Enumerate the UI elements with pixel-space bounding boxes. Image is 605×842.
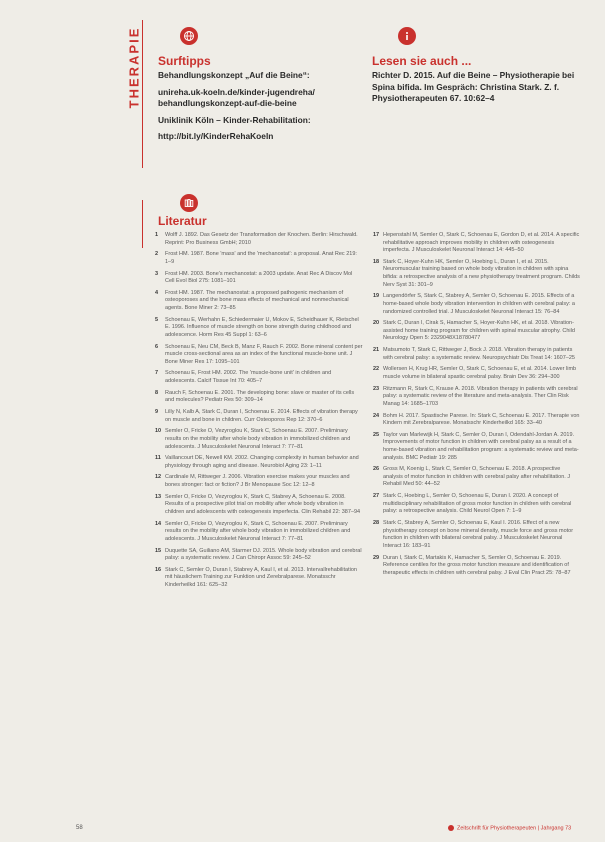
reference-item: [373, 293, 581, 316]
reference-text: Frost HM. 2003. Bone's mechanostat: a 2003 update. Anat Rec A Discov Mol Cell Evol Biol 275: 1081–101: [165, 270, 353, 285]
reference-item: [373, 347, 581, 362]
reference-item: [155, 370, 363, 385]
reference-number: 1: [155, 232, 159, 238]
surftipps-link-cont[interactable]: behandlungskonzept-auf-die-beine: [158, 98, 297, 108]
reference-item: [373, 259, 581, 289]
reference-number: 22: [373, 366, 380, 373]
reference-item: [373, 386, 581, 409]
reference-item: [373, 466, 581, 489]
reference-text: Stark C, Hoyer-Kuhn HK, Semler O, Hoebing L, Duran I, et al. 2015. Neuromuscular training based on whole body vibration in children with spina bifida: a retrospective analysis of a new physiotherapy treatment program. Childs Nerv Syst 31: 301–9: [383, 258, 580, 288]
lesen-line: Richter D. 2015. Auf die Beine – Physiotherapie bei: [372, 70, 575, 80]
reference-text: Semler O, Fricke O, Vezyroglou K, Stark C, Schoenau E. 2007. Preliminary results on the mobility after whole body vibration in immobilized children and adolescents. J Musculoskelet Neuronal Interact 7: 77–81: [165, 520, 351, 542]
reference-text: Rauch F, Schoenau E. 2001. The developing bone: slave or master of its cells and molecules? Pediatr Res 50: 309–14: [165, 389, 355, 404]
reference-item: [373, 232, 581, 255]
reference-item: [155, 271, 363, 286]
literatur-heading: Literatur: [158, 214, 207, 228]
reference-number: 11: [155, 455, 161, 462]
reference-item: [155, 390, 363, 405]
reference-number: 19: [373, 293, 380, 300]
reference-text: Lilly N, Kalb A, Stark C, Duran I, Schoenau E. 2014. Effects of vibration therapy on muscle and bone in children. Curr Osteoporos Rep 12: 370–6: [165, 409, 358, 423]
reference-text: Matsumoto T, Stark C, Rittweger J, Bock J. 2018. Vibration therapy in patients with cerebral palsy: a systematic review. Neuropsychiatr Dis Treat 14: 1607–25: [383, 347, 575, 361]
reference-number: 3: [155, 270, 159, 277]
reference-item: [373, 555, 581, 578]
vertical-rule-top: [142, 20, 143, 168]
lesen-heading: Lesen sie auch ...: [372, 54, 472, 68]
reference-number: 24: [373, 412, 380, 419]
info-icon: [398, 27, 416, 45]
reference-text: Vaillancourt DE, Newell KM. 2002. Changing complexity in human behavior and physiology through aging and disease. Neurobiol Aging 23: 1–11: [165, 455, 359, 469]
surftipps-link[interactable]: http://bit.ly/KinderRehaKoeln: [158, 131, 274, 141]
lesen-line: Physiotherapeuten 67. 10:62–4: [372, 93, 495, 103]
reference-item: [373, 520, 581, 550]
vertical-rule-mid: [142, 200, 143, 248]
reference-text: Stark C, Semler O, Duran I, Stabrey A, Kaul I, et al. 2013. Intervallrehabilitation mit häuslichem Training zur Funktion und Zerebralparese. Monatsschr Kinderheilkd 161: 625–32: [165, 566, 357, 588]
reference-number: 17: [373, 232, 380, 238]
reference-number: 4: [155, 289, 159, 296]
reference-number: 14: [155, 520, 162, 527]
reference-item: [373, 432, 581, 462]
reference-text: Wolff J. 1892. Das Gesetz der Transformation der Knochen. Berlin: Hirschwald. Reprint: Pro Business GmbH; 2010: [165, 232, 358, 246]
reference-item: [155, 474, 363, 489]
reference-item: [373, 320, 581, 343]
reference-number: 16: [155, 566, 162, 573]
globe-icon: [180, 27, 198, 45]
reference-number: 9: [155, 409, 159, 416]
reference-text: Bohm H. 2017. Spastische Parese. In: Stark C, Schoenau E. 2017. Therapie von Kindern mit Zerebralparese. Monatsschr Kinderheilkd 165: 33–40: [383, 412, 580, 427]
surftipps-link[interactable]: unireha.uk-koeln.de/kinder-jugendreha/: [158, 86, 315, 97]
reference-item: [373, 493, 581, 516]
reference-number: 21: [373, 347, 380, 354]
reference-number: 15: [155, 547, 162, 554]
reference-text: Schoenau E, Neu CM, Beck B, Manz F, Rauch F. 2002. Bone mineral content per muscle cross-sectional area as an index of the functional muscle-bone unit. J Bone Miner Res 17: 1095–101: [165, 343, 363, 365]
surftipps-block: [158, 70, 346, 143]
books-icon: [180, 194, 198, 212]
references-right: [373, 232, 581, 581]
reference-item: [155, 521, 363, 544]
reference-number: 2: [155, 251, 159, 258]
references-left: [155, 232, 363, 594]
reference-text: Frost HM. 1987. Bone 'mass' and the 'mechanostat': a proposal. Anat Rec 219: 1–9: [165, 251, 357, 265]
reference-number: 26: [373, 466, 380, 473]
section-tag-label: THERAPIE: [126, 26, 142, 108]
reference-number: 8: [155, 389, 159, 396]
reference-item: [155, 232, 363, 247]
section-tag: [126, 18, 142, 116]
reference-item: [155, 455, 363, 470]
reference-text: Gross M, Koenig L, Stark C, Semler O, Schoenau E. 2018. A prospective analysis of motor function in children with cerebral palsy after rehabilitation. J Rehabil Med 50: 44–52: [383, 466, 571, 488]
journal-name: Zeitschrift für Physiotherapeuten | Jahrgang 73: [457, 825, 572, 832]
journal-logo-icon: [448, 825, 454, 831]
reference-number: 29: [373, 554, 380, 561]
reference-text: Duquette SA, Guiliano AM, Starmer DJ. 2015. Whole body vibration and cerebral palsy: a systematic review. J Can Chiropr Assoc 59: 245–52: [165, 547, 362, 562]
reference-text: Ritzmann R, Stark C, Krause A. 2018. Vibration therapy in patients with cerebral palsy: a systematic review of the literature and meta-analysis. Ther Clin Risk Manag 14: 1685–1703: [383, 385, 578, 407]
surftipps-line: Uniklinik Köln – Kinder-Rehabilitation:: [158, 114, 311, 125]
reference-item: [373, 413, 581, 428]
reference-number: 23: [373, 385, 380, 392]
reference-text: Hepenstahl M, Semler O, Stark C, Schoenau E, Gordon D, et al. 2014. A specific rehabilitative approach improves mobility in children with osteogenesis imperfecta. J Musculoskelet Neuronal Interact 14: 445–50: [383, 232, 580, 254]
reference-text: Semler O, Fricke O, Vezyroglou K, Stark C, Stabrey A, Schoenau E. 2008. Results of a prospective pilot trial on mobility after whole body vibration in children and adolescents with osteogenesis imperfecta. Clin Rehabil 22: 387–94: [165, 493, 361, 515]
reference-text: Schoenau E, Frost HM. 2002. The 'muscle-bone unit' in children and adolescents. Calcif Tissue Int 70: 405–7: [165, 370, 332, 385]
reference-text: Stark C, Stabrey A, Semler O, Schoenau E, Kaul I. 2016. Effect of a new physiotherapy concept on bone mineral density, muscle force and gross motor function in children with bilateral cerebral palsy. J Musculoskelet Neuronal Interact 16: 183–91: [383, 520, 574, 549]
reference-item: [155, 290, 363, 313]
reference-number: 27: [373, 493, 380, 500]
reference-text: Cardinale M, Rittweger J. 2006. Vibration exercise makes your muscles and bones stronger: fact or fiction? J Br Menopause Soc 12: 12–8: [165, 474, 350, 489]
reference-item: [155, 494, 363, 517]
reference-text: Duran I, Stark C, Martakis K, Hamacher S, Semler O, Schoenau E. 2019. Reference centiles for the gross motor function measure and identification of therapeutic effects in children with cerebral palsy. J Eval Clin Pract 25: 78–87: [383, 554, 571, 576]
page-number: 58: [76, 825, 83, 831]
reference-number: 28: [373, 520, 380, 527]
reference-number: 7: [155, 370, 159, 377]
reference-number: 13: [155, 493, 162, 500]
reference-number: 6: [155, 343, 159, 350]
reference-number: 12: [155, 474, 162, 481]
reference-item: [155, 251, 363, 266]
reference-item: [155, 548, 363, 563]
reference-text: Langendörfer S, Stark C, Stabrey A, Semler O, Schoenau E. 2015. Effects of a home-based whole body vibration intervention in children with cerebral palsy: a randomized controlled trial. J Musculoskelet Neuronal Interact 15: 76–84: [383, 293, 575, 315]
reference-number: 18: [373, 258, 380, 265]
reference-item: [155, 428, 363, 451]
reference-text: Taylor van Marlewijk H, Stark C, Semler O, Duran I, Odendahl-Jordan A. 2019. Improvements of motor function in children with cerebral palsy as a result of a home-based vibration and rehabilitation program: a systematic review and meta-analysis. BMC Pediatr 19: 285: [383, 431, 579, 461]
reference-item: [155, 567, 363, 590]
reference-number: 5: [155, 316, 159, 323]
reference-text: Wollersen H, Krug HR, Semler O, Stark C, Schoenau E, et al. 2014. Lower limb muscle volume in bilateral spastic cerebral palsy. Brain Dev 36: 294–300: [383, 366, 577, 380]
journal-footer: [448, 825, 571, 831]
lesen-line: Spina bifida. Im Gespräch: Christina Stark. Z. f.: [372, 81, 560, 92]
reference-item: [155, 317, 363, 340]
reference-text: Frost HM. 1987. The mechanostat: a proposed pathogenic mechanism of osteoporoses and the bone mass effects of mechanical and nonmechanical agents. Bone Miner 2: 73–85: [165, 289, 349, 312]
reference-item: [155, 409, 363, 424]
reference-number: 25: [373, 431, 380, 438]
lesen-block: [372, 70, 587, 105]
reference-text: Semler O, Fricke O, Vezyroglou K, Stark C, Schoenau E. 2007. Preliminary results on the mobility after whole body vibration in immobilized children and adolescents. J Musculoskelet Neuronal Interact 7: 77–81: [165, 428, 351, 450]
reference-text: Schoenau E, Werhahn E, Schiedermaier U, Mokov E, Scheidhauer K, Rietschel E. 1996. Influence of muscle strength on bone strength during childhood and adolescence. Horm Res 45 Suppl 1: 63–6: [165, 316, 359, 338]
surftipps-heading: Surftipps: [158, 54, 211, 68]
surftipps-line: Behandlungskonzept „Auf die Beine“:: [158, 70, 310, 80]
reference-text: Stark C, Duran I, Cirak S, Hamacher S, Hoyer-Kuhn HK, et al. 2018. Vibration-assisted home training program for children with spinal muscular atrophy. Child Neurology Open 5: 2329048X18780477: [383, 320, 575, 342]
reference-number: 10: [155, 428, 162, 435]
reference-item: [155, 344, 363, 367]
reference-text: Stark C, Hoebing L, Semler O, Schoenau E, Duran I. 2020. A concept of multidisciplinary rehabilitation of gross motor function in children with cerebral palsy: a retrospective analysis. Child Neurol Open 7: 1–9: [383, 493, 572, 515]
reference-item: [373, 366, 581, 381]
reference-number: 20: [373, 320, 380, 327]
